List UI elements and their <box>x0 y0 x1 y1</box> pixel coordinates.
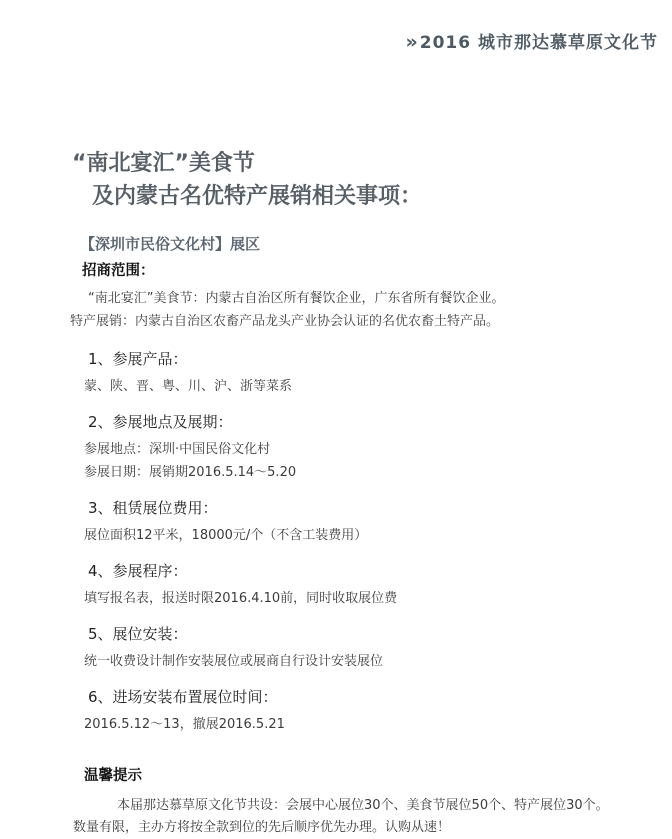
item-heading: 5、展位安装： <box>88 625 188 643</box>
list-item-6 <box>70 687 616 736</box>
scope-line: “南北宴汇”美食节：内蒙古自治区所有餐饮企业，广东省所有餐饮企业。 <box>88 291 505 306</box>
page-title-line-2: 及内蒙古名优特产展销相关事项： <box>92 184 423 209</box>
item-line: 蒙、陕、晋、粤、川、沪、浙等菜系 <box>84 379 293 394</box>
scope-paragraph <box>70 287 616 333</box>
item-heading: 3、租赁展位费用： <box>88 499 218 517</box>
item-line: 参展地点：深圳·中国民俗文化村 <box>84 442 271 457</box>
item-heading: 6、进场安装布置展位时间： <box>88 688 278 706</box>
notice-line: 本届那达慕草原文化节共设：会展中心展位30个、美食节展位50个、特产展位30个。 <box>117 798 609 813</box>
item-line: 参展日期：展销期2016.5.14～5.20 <box>84 465 297 480</box>
item-line: 2016.5.12～13，撤展2016.5.21 <box>84 717 285 732</box>
items-list <box>70 349 616 736</box>
notice-heading: 温馨提示 <box>84 768 142 784</box>
double-chevron-icon: » <box>405 31 416 53</box>
notice-section <box>70 766 616 839</box>
item-line: 统一收费设计制作安装展位或展商自行设计安装展位 <box>84 654 384 669</box>
event-banner <box>405 28 658 53</box>
item-heading: 4、参展程序： <box>88 562 188 580</box>
item-line: 展位面积12平米，18000元/个（不含工装费用） <box>84 528 368 543</box>
document-content <box>70 148 616 839</box>
item-heading: 1、参展产品： <box>88 350 188 368</box>
item-line: 填写报名表，报送时限2016.4.10前，同时收取展位费 <box>84 591 398 606</box>
page-title <box>70 148 616 212</box>
scope-line: 特产展销：内蒙古自治区农畜产品龙头产业协会认证的名优农畜土特产品。 <box>70 314 500 329</box>
page-title-line-1: “南北宴汇”美食节 <box>72 151 255 176</box>
list-item-2 <box>70 412 616 484</box>
notice-line: 数量有限，主办方将按全款到位的先后顺序优先办理。认购从速！ <box>73 820 451 835</box>
venue-heading: 【深圳市民俗文化村】展区 <box>80 235 261 253</box>
scope-heading: 招商范围： <box>82 263 155 279</box>
list-item-1 <box>70 349 616 398</box>
list-item-4 <box>70 561 616 610</box>
item-heading: 2、参展地点及展期： <box>88 413 233 431</box>
list-item-3 <box>70 498 616 547</box>
event-banner-title: 2016 城市那达慕草原文化节 <box>419 33 658 53</box>
list-item-5 <box>70 624 616 673</box>
